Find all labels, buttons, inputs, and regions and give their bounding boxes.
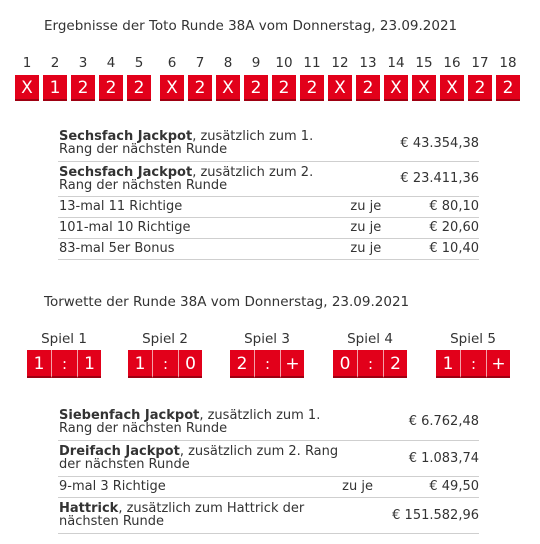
match-number: 7 (195, 55, 205, 71)
payout-row (58, 238, 479, 259)
match-number: 9 (251, 55, 261, 71)
match-result-box: 2 (300, 75, 324, 101)
payout-label-bold: Sechsfach Jackpot (59, 164, 193, 180)
match-result-box: 2 (496, 75, 520, 101)
match-number: 5 (134, 55, 144, 71)
payout-amount: € 10,40 (429, 241, 479, 256)
match-number: 2 (50, 55, 60, 71)
match-result-box: 2 (99, 75, 123, 101)
payout-label (58, 161, 350, 196)
match-number: 16 (443, 55, 461, 71)
score-away: + (280, 350, 304, 378)
payout-row (58, 404, 479, 440)
game-score (128, 350, 202, 378)
score-home: 1 (128, 350, 152, 378)
payout-label (58, 404, 342, 440)
game-score (27, 350, 101, 378)
payout-label-bold: Hattrick (59, 501, 119, 516)
match-number: 17 (471, 55, 489, 71)
payout-label (58, 217, 350, 238)
payout-amount: € 20,60 (429, 220, 479, 235)
match-result-box: 2 (356, 75, 380, 101)
match-number: 6 (167, 55, 177, 71)
payout-label (58, 497, 342, 533)
match-result-box: 2 (244, 75, 268, 101)
payout-label-text: , zusätzlich zum 2. Rang der nächsten Runde (59, 444, 339, 472)
match-number: 8 (223, 55, 233, 71)
score-sep: : (51, 350, 77, 378)
match-number: 15 (415, 55, 433, 71)
match-result-box: X (160, 75, 184, 101)
payout-label-bold: Dreifach Jackpot (59, 444, 180, 459)
game-label: Spiel 1 (41, 331, 87, 347)
game-label: Spiel 5 (450, 331, 496, 347)
game-score (436, 350, 510, 378)
score-home: 2 (230, 350, 254, 378)
match-result-box: 2 (272, 75, 296, 101)
match-result-box: 2 (188, 75, 212, 101)
payout-label-text: , zusätzlich zum 1. Rang der nächsten Runde (59, 407, 321, 436)
zu-je-label: zu je (350, 220, 382, 235)
zu-je-label: zu je (342, 479, 373, 494)
payout-row (58, 440, 479, 476)
match-result-box: X (384, 75, 408, 101)
payout-label-text: 13-mal 11 Richtige (59, 199, 183, 214)
payout-label-text: , zusätzlich zum Hattrick der nächsten Runde (59, 501, 305, 529)
payout-label (58, 440, 342, 476)
match-result-box: X (440, 75, 464, 101)
payout-label-bold: Siebenfach Jackpot (59, 407, 200, 423)
zu-je-label (342, 404, 392, 440)
payout-row (58, 476, 479, 497)
score-away: + (486, 350, 510, 378)
match-result-box: 2 (71, 75, 95, 101)
toto-payout-table (58, 126, 479, 260)
score-sep: : (152, 350, 178, 378)
zu-je-label (342, 497, 392, 533)
payout-amount: € 151.582,96 (392, 507, 479, 523)
payout-label (58, 476, 342, 497)
match-result-box: X (328, 75, 352, 101)
match-number: 18 (499, 55, 517, 71)
torwette-payout-table (58, 404, 479, 534)
match-result-box: 1 (43, 75, 67, 101)
game-label: Spiel 2 (142, 331, 188, 347)
payout-label (58, 126, 350, 161)
match-result-box: 2 (127, 75, 151, 101)
payout-label (58, 196, 350, 217)
match-number: 12 (331, 55, 349, 71)
match-result-box: X (15, 75, 39, 101)
torwette-results-title: Torwette der Runde 38A vom Donnerstag, 23.09.2021 (44, 294, 410, 310)
match-result-box: X (412, 75, 436, 101)
zu-je-label (350, 161, 400, 196)
match-number: 10 (275, 55, 293, 71)
payout-amount: € 43.354,38 (400, 135, 479, 151)
game-label: Spiel 4 (347, 331, 393, 347)
payout-label (58, 238, 350, 259)
score-sep: : (254, 350, 280, 378)
score-away: 2 (383, 350, 407, 378)
zu-je-label: zu je (350, 199, 382, 214)
payout-amount: € 1.083,74 (408, 450, 479, 466)
match-number: 14 (387, 55, 405, 71)
match-number: 1 (22, 55, 32, 71)
payout-amount: € 80,10 (429, 199, 479, 214)
payout-amount: € 23.411,36 (400, 171, 479, 186)
match-number: 11 (303, 55, 321, 71)
payout-row (58, 161, 479, 196)
payout-label-bold: Sechsfach Jackpot (59, 129, 193, 145)
game-score (230, 350, 304, 378)
score-home: 1 (436, 350, 460, 378)
score-away: 0 (178, 350, 202, 378)
payout-amount: € 6.762,48 (408, 414, 479, 430)
zu-je-label (342, 440, 392, 476)
zu-je-label: zu je (350, 241, 382, 256)
payout-label-text: , zusätzlich zum 2. Rang der nächsten Runde (59, 164, 314, 193)
score-sep: : (460, 350, 486, 378)
score-home: 0 (333, 350, 357, 378)
score-away: 1 (77, 350, 101, 378)
match-result-box: X (216, 75, 240, 101)
payout-label-text: , zusätzlich zum 1. Rang der nächsten Runde (59, 129, 314, 158)
payout-label-text: 83-mal 5er Bonus (59, 241, 175, 256)
payout-label-text: 9-mal 3 Richtige (59, 479, 166, 494)
match-result-box: 2 (468, 75, 492, 101)
payout-row (58, 196, 479, 217)
payout-row (58, 217, 479, 238)
toto-results-title: Ergebnisse der Toto Runde 38A vom Donnerstag, 23.09.2021 (44, 18, 458, 34)
payout-row (58, 126, 479, 161)
match-number: 4 (106, 55, 116, 71)
score-home: 1 (27, 350, 51, 378)
match-number: 3 (78, 55, 88, 71)
game-score (333, 350, 407, 378)
game-label: Spiel 3 (244, 331, 290, 347)
zu-je-label (350, 126, 400, 161)
match-number: 13 (359, 55, 377, 71)
payout-label-text: 101-mal 10 Richtige (59, 220, 191, 235)
payout-row (58, 497, 479, 533)
score-sep: : (357, 350, 383, 378)
payout-amount: € 49,50 (429, 479, 479, 494)
